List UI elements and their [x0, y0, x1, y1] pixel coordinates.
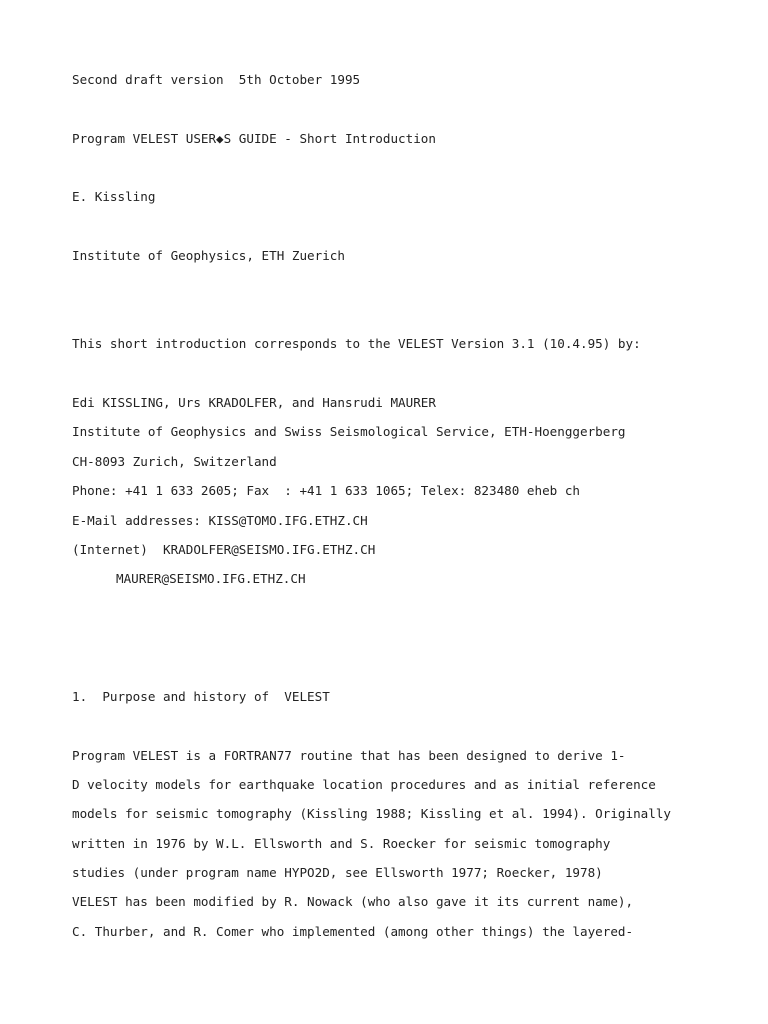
contact-email-3: MAURER@SEISMO.IFG.ETHZ.CH: [116, 571, 306, 586]
version-correspondence: This short introduction corresponds to the VELEST Version 3.1 (10.4.95) by:: [72, 336, 641, 351]
body-line: studies (under program name HYPO2D, see Ellsworth 1977; Roecker, 1978): [72, 865, 603, 880]
body-line: D velocity models for earthquake location procedures and as initial reference: [72, 777, 656, 792]
body-line: models for seismic tomography (Kissling 1988; Kissling et al. 1994). Originally: [72, 806, 671, 821]
body-line: C. Thurber, and R. Comer who implemented (among other things) the layered-: [72, 924, 634, 939]
contact-city: CH-8093 Zurich, Switzerland: [72, 454, 277, 469]
body-line: VELEST has been modified by R. Nowack (who also gave it its current name),: [72, 894, 634, 909]
contact-email-1: E-Mail addresses: KISS@TOMO.IFG.ETHZ.CH: [72, 513, 368, 528]
body-line: written in 1976 by W.L. Ellsworth and S. Roecker for seismic tomography: [72, 836, 611, 851]
author-line: E. Kissling: [72, 189, 156, 204]
institute-line: Institute of Geophysics, ETH Zuerich: [72, 248, 345, 263]
contact-authors: Edi KISSLING, Urs KRADOLFER, and Hansrudi MAURER: [72, 395, 436, 410]
contact-email-2: (Internet) KRADOLFER@SEISMO.IFG.ETHZ.CH: [72, 542, 376, 557]
document-title: Program VELEST USER◆S GUIDE - Short Introduction: [72, 131, 436, 146]
body-line: Program VELEST is a FORTRAN77 routine that has been designed to derive 1-: [72, 748, 626, 763]
contact-phone: Phone: +41 1 633 2605; Fax : +41 1 633 1065; Telex: 823480 eheb ch: [72, 483, 580, 498]
draft-line: Second draft version 5th October 1995: [72, 72, 361, 87]
contact-affiliation: Institute of Geophysics and Swiss Seismological Service, ETH-Hoenggerberg: [72, 424, 626, 439]
section-heading: 1. Purpose and history of VELEST: [72, 689, 330, 704]
